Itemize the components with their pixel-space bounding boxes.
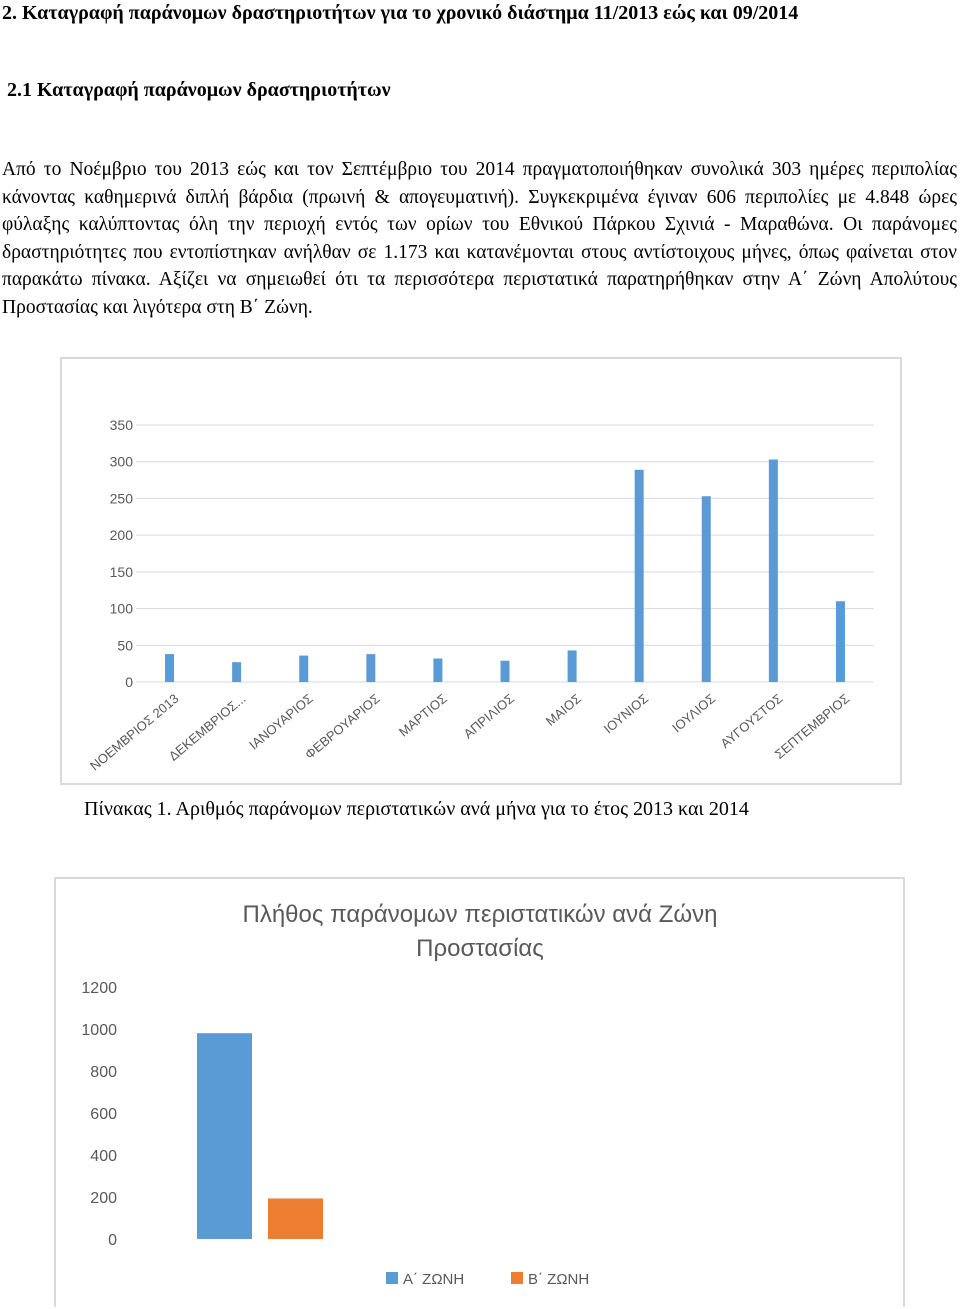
y-tick-label: 800 [90, 1064, 117, 1081]
y-tick-label: 0 [108, 1232, 117, 1249]
table-caption: Πίνακας 1. Αριθμός παράνομων περιστατικών ανά μήνα για το έτος 2013 και 2014 [84, 798, 749, 820]
monthly-incidents-svg [62, 359, 900, 783]
subsection-heading: 2.1 Καταγραφή παράνομων δραστηριοτήτων [7, 79, 391, 101]
bar-αυγουστος [769, 460, 778, 682]
bar-zone-a [197, 1033, 252, 1239]
chart-title: Πλήθος παράνομων περιστατικών ανά Ζώνη [242, 901, 718, 928]
x-tick-label: ΔΕΚΕΜΒΡΙΟΣ... [165, 690, 249, 764]
y-tick-label: 350 [109, 417, 133, 433]
section-heading: 2. Καταγραφή παράνομων δραστηριοτήτων για το χρονικό διάστημα 11/2013 εώς και 09/2014 [2, 2, 799, 24]
x-tick-label: ΝΟΕΜΒΡΙΟΣ 2013 [87, 690, 182, 774]
y-tick-label: 0 [125, 674, 133, 690]
y-tick-label: 600 [90, 1106, 117, 1123]
bar-φεβρουαριος [366, 654, 375, 682]
y-tick-label: 400 [90, 1148, 117, 1165]
y-tick-label: 300 [109, 453, 133, 470]
x-tick-label: ΣΕΠΤΕΜΒΡΙΟΣ [771, 690, 853, 762]
x-tick-label: ΙΟΥΛΙΟΣ [669, 690, 719, 736]
x-tick-label: ΑΥΓΟΥΣΤΟΣ [717, 690, 786, 752]
monthly-incidents-chart [60, 357, 902, 785]
y-tick-label: 50 [117, 637, 133, 654]
bar-ιουνιος [635, 470, 644, 682]
x-tick-label: ΙΑΝΟΥΑΡΙΟΣ [246, 690, 316, 753]
bar-δεκεμβριος [232, 662, 241, 682]
legend-label: Α΄ ΖΩΝΗ [403, 1271, 465, 1288]
legend-swatch-zone-b [511, 1272, 523, 1284]
bar-σεπτεμβριος [836, 601, 845, 682]
x-tick-label: ΑΠΡΙΛΙΟΣ [460, 690, 517, 742]
y-tick-label: 1000 [81, 1022, 117, 1039]
bar-zone-b [268, 1198, 323, 1239]
zone-incidents-svg [56, 879, 903, 1309]
bar-νοεμβριος-2013 [165, 654, 174, 682]
body-paragraph: Από το Νοέμβριο του 2013 εώς και τον Σεπτέμβριο του 2014 πραγματοποιήθηκαν συνολικά 303 ημέρες περιπολίας κάνοντας καθημερινά διπλή βάρδια (πρωινή & απογευματινή). Συγκεκριμένα έγιναν 606 περιπολίες με 4.848 ώρες φύλαξης καλύπτοντας όλη την περιοχή εντός των ορίων του Εθνικού Πάρκου Σχινιά - Μαραθώνα. Οι παράνομες δραστηριότητες που εντοπίστηκαν ανήλθαν σε 1.173 και κατανέμονται στους αντίστοιχους μήνες, όπως φαίνεται στον παρακάτω πίνακα. Αξίζει να σημειωθεί ότι τα περισσότερα περιστατικά παρατηρήθηκαν στην Α΄ Ζώνη Απολύτους Προστασίας και λιγότερα στη Β΄ Ζώνη. [2, 159, 957, 318]
x-tick-label: ΜΑΡΤΙΟΣ [395, 690, 450, 740]
zone-incidents-chart [54, 877, 905, 1307]
bar-μαιος [568, 650, 577, 682]
y-tick-label: 200 [109, 527, 133, 544]
chart-title: Προστασίας [416, 935, 544, 962]
x-tick-label: ΜΑΙΟΣ [542, 690, 585, 729]
bar-μαρτιος [433, 659, 442, 682]
y-tick-label: 200 [90, 1190, 117, 1207]
y-tick-label: 250 [109, 490, 133, 507]
bar-ιανουαριος [299, 656, 308, 682]
bar-ιουλιος [702, 496, 711, 682]
y-tick-label: 1200 [81, 980, 117, 997]
y-tick-label: 100 [109, 600, 133, 617]
x-tick-label: ΙΟΥΝΙΟΣ [600, 690, 652, 737]
bar-απριλιος [501, 661, 510, 682]
legend-swatch-zone-a [386, 1272, 398, 1284]
y-tick-label: 150 [109, 563, 133, 580]
x-tick-label: ΦΕΒΡΟΥΑΡΙΟΣ [301, 690, 383, 763]
legend-label: Β΄ ΖΩΝΗ [528, 1271, 590, 1288]
